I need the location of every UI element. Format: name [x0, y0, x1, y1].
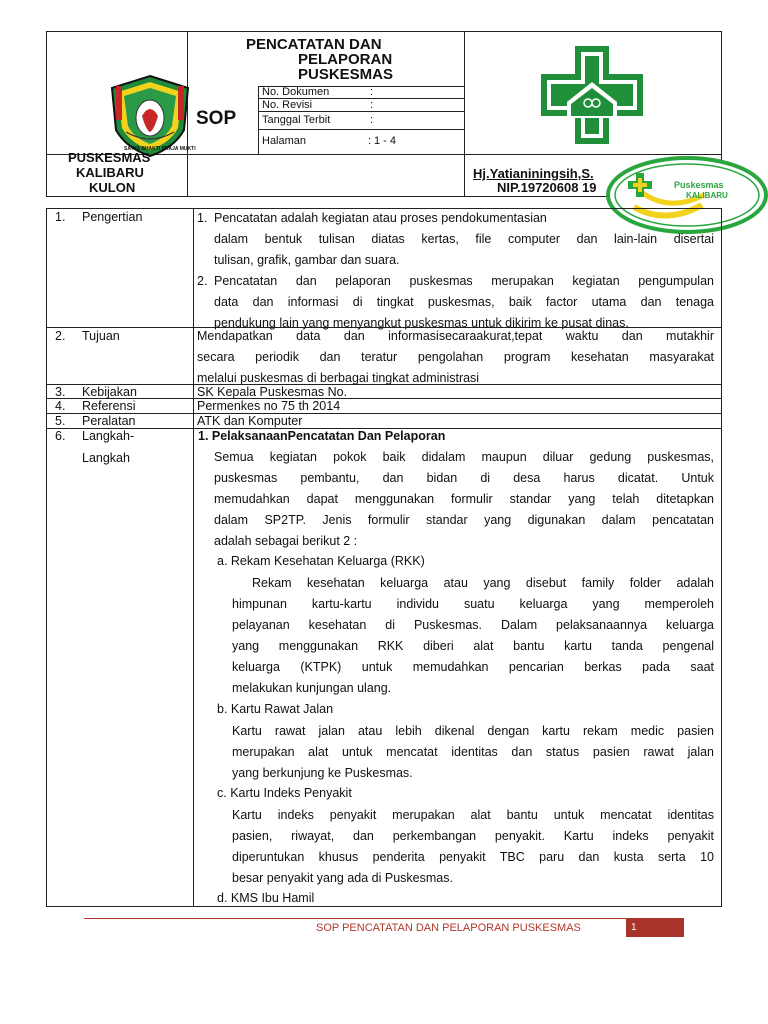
section-number-pengertian: 1.	[55, 210, 66, 224]
meta-label-page: Halaman	[262, 135, 307, 147]
subsection-d-title: d. KMS Ibu Hamil	[217, 891, 315, 905]
langkah-heading: 1. PelaksanaanPencatatan Dan Pelaporan	[198, 429, 446, 443]
org-name-line-1: PUSKESMAS	[68, 150, 151, 165]
regency-logo	[104, 72, 196, 160]
referensi-value: Permenkes no 75 th 2014	[197, 399, 341, 413]
pengertian-item-1-number: 1.	[197, 211, 208, 225]
subsection-c-text: Kartu indeks penyakit merupakan alat bantu untuk mencatat identitas pasien, riwayat, dan perkembangan penyakit. Kartu indeks penyakit diperuntukan khusus penderita penyakit TBC paru dan kusta serta 10 besar penyakit yang ada di Puskesmas.	[232, 808, 714, 885]
footer-title: SOP PENCATATAN DAN PELAPORAN PUSKESMAS	[316, 922, 581, 934]
subsection-b-text: Kartu rawat jalan atau lebih dikenal dengan kartu rekam medic pasien merupakan alat untuk mencatat identitas dan status pasien rawat jalan yang berkunjung ke Puskesmas.	[232, 724, 714, 780]
section-label-langkah-2: Langkah	[82, 451, 130, 465]
org-name-line-3: KULON	[89, 180, 136, 195]
page-number: 1	[631, 922, 637, 933]
section-number-kebijakan: 3.	[55, 385, 66, 399]
document-title-line-3: PUSKESMAS	[298, 66, 394, 83]
signer-name: Hj.Yatianiningsih,S.	[473, 166, 594, 181]
section-number-langkah: 6.	[55, 429, 66, 443]
org-name-line-2: KALIBARU	[76, 165, 144, 180]
puskesmas-cross-logo	[537, 44, 647, 146]
section-number-referensi: 4.	[55, 399, 66, 413]
subsection-a-title: a. Rekam Kesehatan Keluarga (RKK)	[217, 554, 425, 568]
footer-rule	[84, 918, 684, 919]
meta-value-page: 1 - 4	[374, 135, 397, 147]
meta-sep-date: :	[370, 114, 374, 126]
stamp-text-kalibaru: KALIBARU	[686, 191, 728, 200]
section-label-pengertian: Pengertian	[82, 210, 143, 224]
subsection-b-title: b. Kartu Rawat Jalan	[217, 702, 334, 716]
section-label-langkah-1: Langkah-	[82, 429, 135, 443]
pengertian-item-2-number: 2.	[197, 274, 208, 288]
section-label-peralatan: Peralatan	[82, 414, 136, 428]
regency-motto: SATYA BHAKTI PRAJA MUKTI	[124, 146, 196, 152]
langkah-intro: Semua kegiatan pokok baik didalam maupun diluar gedung puskesmas, puskesmas pembantu, dan bidan di desa harus dicatat. Untuk memudahkan dapat menggunakan formulir standar yang telah ditetapkan dalam SP2TP. Jenis formulir standar yang digunakan dalam pencatatan adalah sebagai berikut 2 :	[214, 450, 714, 548]
document-title-line-1: PENCATATAN DAN	[246, 36, 382, 53]
section-label-tujuan: Tujuan	[82, 329, 120, 343]
section-label-referensi: Referensi	[82, 399, 136, 413]
document-title-line-2: PELAPORAN	[298, 51, 393, 68]
section-number-tujuan: 2.	[55, 329, 66, 343]
meta-sep-revision: :	[370, 99, 374, 111]
pengertian-item-1-text: Pencatatan adalah kegiatan atau proses pendokumentasian dalam bentuk tulisan diatas kertas, file computer dan lain-lain disertai tulisan, grafik, gambar dan suara.	[214, 211, 714, 267]
section-label-kebijakan: Kebijakan	[82, 385, 137, 399]
kebijakan-value: SK Kepala Puskesmas No.	[197, 385, 348, 399]
meta-label-doc-no: No. Dokumen	[262, 86, 330, 98]
subsection-a-text: Rekam kesehatan keluarga atau yang disebut family folder adalah himpunan kartu-kartu individu suatu keluarga yang memperoleh pelayanan kesehatan di Puskesmas. Dalam pelaksanaannya keluarga yang menggunakan RKK diberi alat bantu kartu tanda pengenal keluarga (KTPK) untuk memudahkan pencarian berkas pada saat melakukan kunjungan ulang.	[232, 576, 714, 695]
peralatan-value: ATK dan Komputer	[197, 414, 303, 428]
meta-sep-page: :	[368, 135, 372, 147]
tujuan-text: Mendapatkan data dan informasisecaraakurat,tepat waktu dan mutakhir secara periodik dan teratur pengolahan program kesehatan masyarakat melalui puskesmas di berbagai tingkat administrasi	[197, 329, 714, 385]
stamp-text-puskesmas: Puskesmas	[674, 180, 724, 190]
section-number-peralatan: 5.	[55, 414, 66, 428]
meta-label-revision: No. Revisi	[262, 99, 313, 111]
signer-nip: NIP.19720608 19	[497, 180, 597, 195]
meta-label-date: Tanggal Terbit	[262, 114, 331, 126]
footer-page-box	[626, 919, 684, 937]
meta-sep-doc-no: :	[370, 86, 374, 98]
sop-label: SOP	[196, 108, 237, 129]
subsection-c-title: c. Kartu Indeks Penyakit	[217, 786, 352, 800]
pengertian-item-2-text: Pencatatan dan pelaporan puskesmas merupakan kegiatan pengumpulan data dan informasi di tingkat puskesmas, baik factor utama dan tenaga pendukung lain yang menyangkut puskesmas untuk dikirim ke pusat dinas.	[214, 274, 714, 330]
